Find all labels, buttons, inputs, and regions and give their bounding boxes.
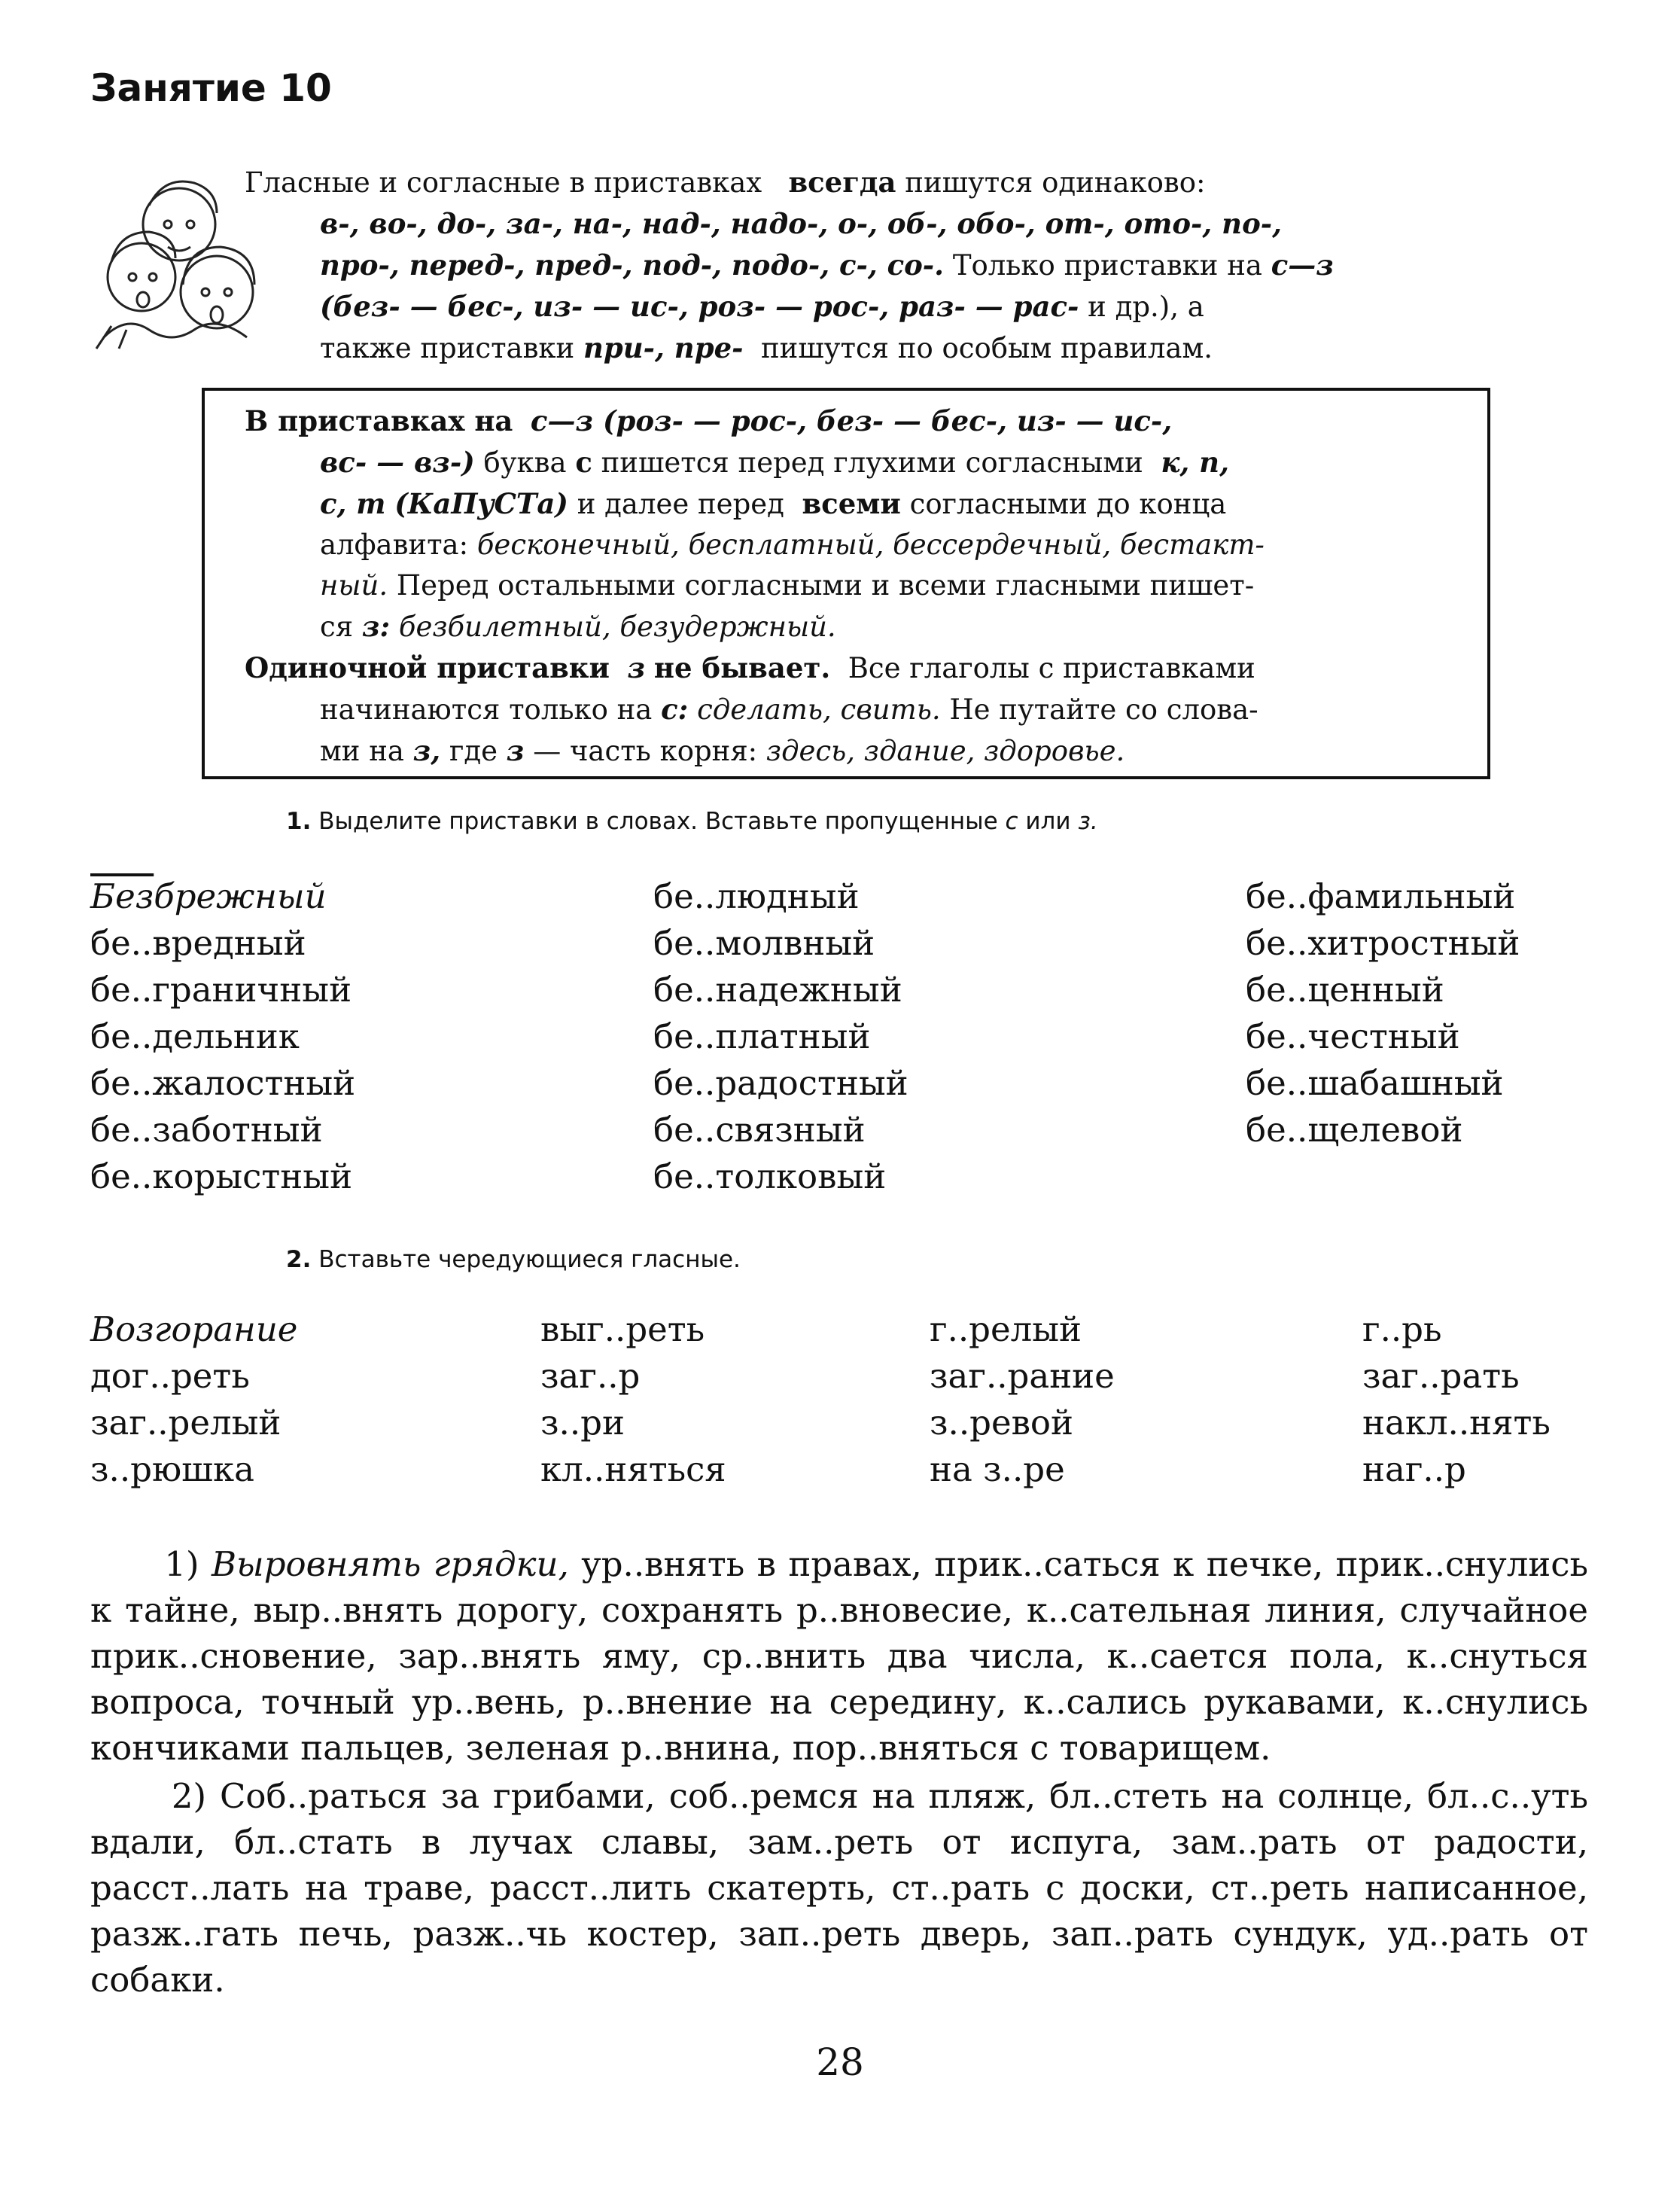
lesson-title: Занятие 10 — [90, 66, 332, 110]
word: выг..реть — [540, 1309, 705, 1349]
word: бе..честный — [1246, 1016, 1460, 1056]
word: бе..корыстный — [90, 1156, 353, 1196]
intro-line: про-, перед-, пред-, под-, подо-, с-, со-. Только приставки на с—з — [320, 248, 1334, 282]
word: на з..ре — [930, 1449, 1065, 1489]
rule-line: Одиночной приставки з не бывает. Все глаголы с приставками — [245, 651, 1255, 684]
task1-instruction: 1. Выделите приставки в словах. Вставьте пропущенные с или з. — [286, 808, 1098, 835]
word: бе..надежный — [653, 970, 902, 1010]
word: бе..молвный — [653, 923, 875, 963]
word: бе..радостный — [653, 1063, 908, 1103]
word: з..рюшка — [90, 1449, 254, 1489]
task2-column-4 — [1362, 1306, 1551, 1493]
task1-column-1 — [90, 873, 355, 1200]
word: бе..щелевой — [1246, 1110, 1463, 1150]
word: заг..релый — [90, 1403, 282, 1443]
word: бе..платный — [653, 1016, 871, 1056]
word: бе..дельник — [90, 1016, 300, 1056]
word: бе..толковый — [653, 1156, 887, 1196]
intro-line: (без- — бес-, из- — ис-, роз- — рос-, раз- — рас- и др.), а — [320, 290, 1204, 323]
intro-line: Гласные и согласные в приставках всегда пишутся одинаково: — [245, 166, 1206, 199]
task2-instruction: 2. Вставьте чередующиеся гласные. — [286, 1246, 741, 1273]
task2-column-3 — [930, 1306, 1115, 1493]
word: заг..р — [540, 1356, 641, 1396]
word: бе..шабашный — [1246, 1063, 1504, 1103]
word: бе..жалостный — [90, 1063, 356, 1103]
rule-line: алфавита: бесконечный, бесплатный, бессердечный, бестакт- — [320, 529, 1265, 561]
word: бе..людный — [653, 876, 860, 916]
task1-example: Безбрежный — [90, 876, 327, 916]
word: накл..нять — [1362, 1403, 1551, 1443]
children-illustration — [89, 164, 269, 352]
intro-line: в-, во-, до-, за-, на-, над-, надо-, о-, об-, обо-, от-, ото-, по-, — [320, 207, 1282, 240]
rule-line: с, т (КаПуСТа) и далее перед всеми согласными до конца — [320, 487, 1227, 520]
word: бе..вредный — [90, 923, 306, 963]
task2-column-2 — [540, 1306, 726, 1493]
rule-line: ный. Перед остальными согласными и всеми гласными пишет- — [320, 569, 1255, 602]
word: бе..заботный — [90, 1110, 323, 1150]
rule-text — [245, 401, 1464, 772]
word: бе..фамильный — [1246, 876, 1516, 916]
word: з..ревой — [930, 1403, 1074, 1443]
exercise-paragraph-1: 1) Выровнять грядки, ур..внять в правах, прик..саться к печке, прик..снулись к тайне, выр..внять дорогу, сохранять р..вновесие, к..сательная линия, случайное прик..сновение, зар..внять яму, ср..внить два числа, к..сается пола, к..снуться вопроса, точный ур..вень, р..внение на середину, к..сались рукавами, к..снулись кончиками пальцев, зеленая р..внина, пор..вняться с товарищем. — [90, 1544, 1589, 1768]
word: заг..рать — [1362, 1356, 1520, 1396]
rule-line: ся з: безбилетный, безудержный. — [320, 610, 836, 643]
exercise-paragraph-2: 2) Соб..раться за грибами, соб..ремся на пляж, бл..стеть на солнце, бл..с..уть вдали, бл..стать в лучах славы, зам..реть от испуга, зам..рать от радости, расст..лать на траве, расст..лить скатерть, ст..рать с доски, ст..реть написанное, разж..гать печь, разж..чь костер, зап..реть дверь, зап..рать сундук, уд..рать от собаки. — [90, 1776, 1588, 2000]
task2-example: Возгорание — [90, 1309, 298, 1349]
word: г..рь — [1362, 1309, 1442, 1349]
word: бе..ценный — [1246, 970, 1444, 1010]
rule-line: ми на з, где з — часть корня: здесь, здание, здоровье. — [320, 734, 1125, 767]
rule-line: В приставках на с—з (роз- — рос-, без- — бес-, из- — ис-, — [245, 404, 1173, 437]
word: кл..няться — [540, 1449, 726, 1489]
word: бе..хитростный — [1246, 923, 1520, 963]
word: заг..рание — [930, 1356, 1115, 1396]
intro-line: также приставки при-, пре- пишутся по особым правилам. — [320, 331, 1213, 364]
word: г..релый — [930, 1309, 1082, 1349]
task1-column-2 — [653, 873, 908, 1200]
intro-text — [245, 162, 1464, 369]
word: наг..р — [1362, 1449, 1466, 1489]
word: дог..реть — [90, 1356, 250, 1396]
word: бе..граничный — [90, 970, 352, 1010]
rule-line: начинаются только на с: сделать, свить. Не путайте со слова- — [320, 693, 1258, 726]
word: з..ри — [540, 1403, 625, 1443]
word: бе..связный — [653, 1110, 866, 1150]
task2-column-1 — [90, 1306, 297, 1493]
rule-line: вс- — вз-) буква с пишется перед глухими согласными к, п, — [320, 446, 1229, 479]
task1-column-3 — [1246, 873, 1520, 1153]
page-number: 28 — [816, 2040, 864, 2084]
